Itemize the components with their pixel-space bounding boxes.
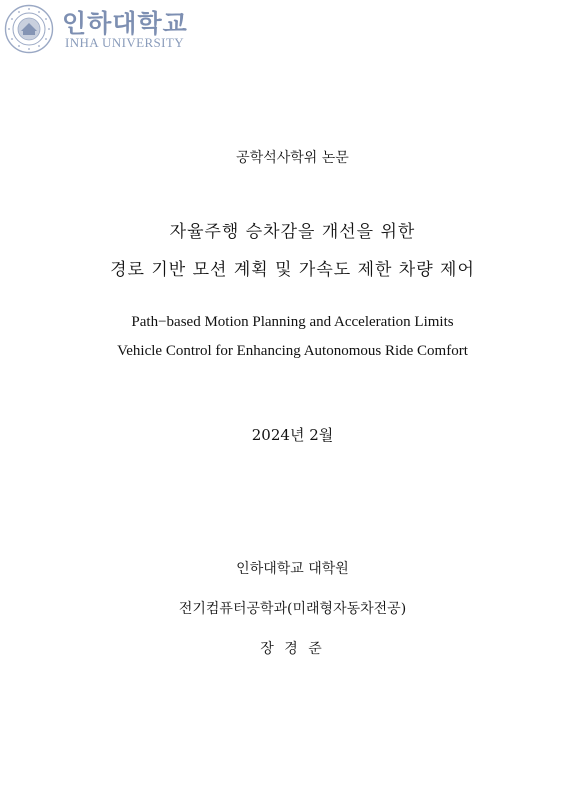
degree-type: 공학석사학위 논문 xyxy=(236,150,349,166)
english-title-line-1: Path−based Motion Planning and Acceleration Limits xyxy=(131,314,454,330)
graduate-school: 인하대학교 대학원 xyxy=(236,561,349,577)
department: 전기컴퓨터공학과(미래형자동차전공) xyxy=(178,601,407,617)
korean-title-line-2: 경로 기반 모션 계획 및 가속도 제한 차량 제어 xyxy=(110,260,475,280)
english-title-line-2: Vehicle Control for Enhancing Autonomous Ride Comfort xyxy=(117,343,468,359)
logo-english-name: INHA UNIVERSITY xyxy=(65,35,185,50)
korean-title-line-1: 자율주행 승차감을 개선을 위한 xyxy=(169,222,416,242)
logo-korean-name: 인하대학교 xyxy=(62,9,188,38)
submission-date: 2024년 2월 xyxy=(251,426,334,444)
university-logo xyxy=(4,4,204,54)
university-seal-icon xyxy=(4,4,54,54)
author-name: 장 경 준 xyxy=(260,641,325,657)
